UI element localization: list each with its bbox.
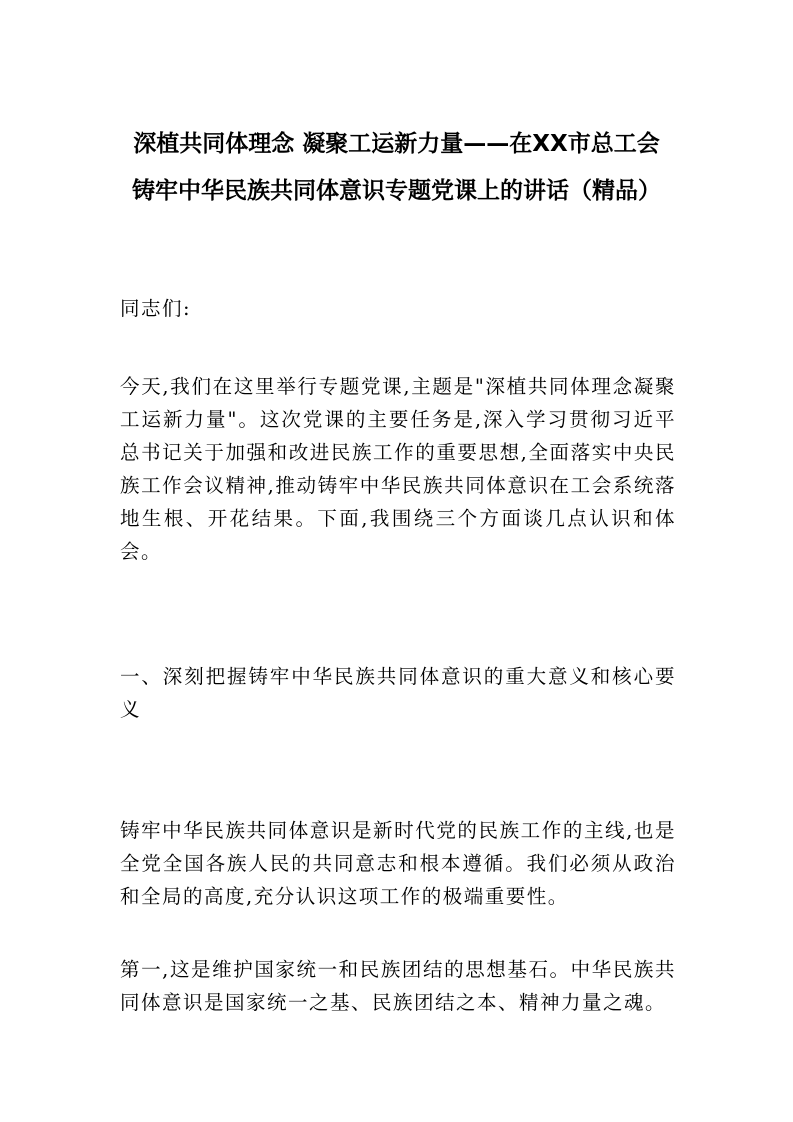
salutation: 同志们: <box>120 297 192 320</box>
paragraph-first-point: 第一,这是维护国家统一和民族团结的思想基石。中华民族共同体意识是国家统一之基、民族团结之本、精神力量之魂。 <box>120 958 676 1014</box>
paragraph-main-line: 铸牢中华民族共同体意识是新时代党的民族工作的主线,也是全党全国各族人民的共同意志和根本遵循。我们必须从政治和全局的高度,充分认识这项工作的极端重要性。 <box>120 819 676 908</box>
paragraph-intro: 今天,我们在这里举行专题党课,主题是"深植共同体理念凝聚工运新力量"。这次党课的主要任务是,深入学习贯彻习近平总书记关于加强和改进民族工作的重要思想,全面落实中央民族工作会议精神,推动铸牢中华民族共同体意识在工会系统落地生根、开花结果。下面,我围绕三个方面谈几点认识和体会。 <box>120 375 676 563</box>
section-heading-1: 一、深刻把握铸牢中华民族共同体意识的重大意义和核心要义 <box>120 665 676 721</box>
title-line-2: 铸牢中华民族共同体意识专题党课上的讲话（精品） <box>132 178 661 204</box>
title-line-1: 深植共同体理念 凝聚工运新力量——在XX市总工会 <box>133 131 660 157</box>
